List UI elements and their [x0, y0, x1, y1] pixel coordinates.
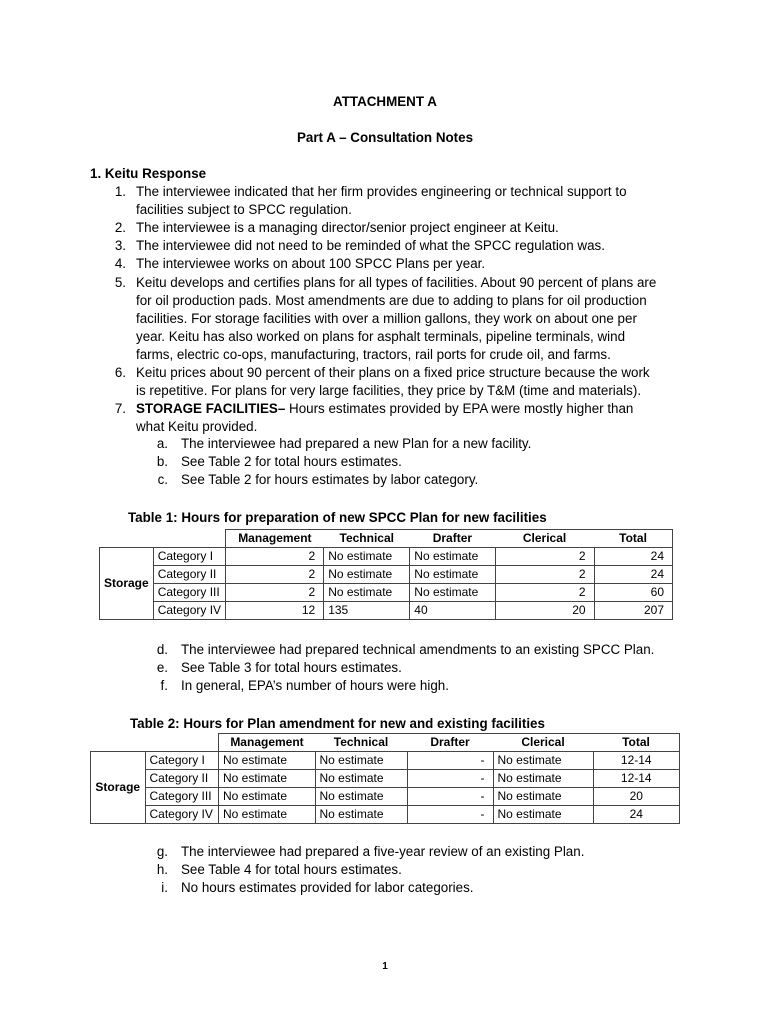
table-row: [91, 752, 680, 770]
column-header: Drafter: [407, 734, 493, 752]
table-cell: No estimate: [324, 548, 410, 566]
column-header: Technical: [324, 530, 410, 548]
row-category: Category I: [153, 548, 225, 566]
table-cell: No estimate: [410, 548, 495, 566]
list-item-text: The interviewee did not need to be reminded of what the SPCC regulation was.: [136, 238, 605, 254]
list-item-text: for oil production pads. Most amendments are due to adding to plans for oil production: [136, 292, 647, 308]
row-category: Category I: [145, 752, 219, 770]
table-cell: -: [407, 806, 493, 824]
table-row: [91, 770, 680, 788]
column-header: Drafter: [410, 530, 495, 548]
column-header: Clerical: [495, 530, 594, 548]
list-item-text: year. Keitu has also worked on plans for asphalt terminals, pipeline terminals, wind: [136, 328, 626, 344]
table-cell: 135: [324, 602, 410, 620]
table-cell: 40: [410, 602, 495, 620]
sub-item-letter: b.: [156, 454, 168, 470]
list-item-text: is repetitive. For plans for very large facilities, they price by T&M (time and materials).: [136, 383, 642, 399]
table-cell: 24: [594, 548, 672, 566]
list-item-text: [136, 400, 633, 418]
page-number: 1: [382, 961, 388, 972]
table-1: [99, 529, 673, 620]
table-row: [100, 566, 673, 584]
table-cell: 2: [226, 548, 324, 566]
list-item-number: 4.: [114, 256, 126, 272]
row-category: Category IV: [153, 602, 225, 620]
row-category: Category III: [145, 788, 219, 806]
sub-item-letter: i.: [161, 880, 168, 896]
table-cell: No estimate: [219, 806, 316, 824]
table-cell: 2: [495, 584, 594, 602]
table-2: [90, 733, 680, 824]
list-item-text-rest: Hours estimates provided by EPA were mostly higher than: [285, 401, 634, 417]
column-header: Technical: [315, 734, 407, 752]
list-item-text: The interviewee is a managing director/senior project engineer at Keitu.: [136, 220, 559, 236]
table-cell: 60: [594, 584, 672, 602]
attachment-title: ATTACHMENT A: [333, 94, 437, 109]
table-cell: 20: [495, 602, 594, 620]
row-category: Category II: [145, 770, 219, 788]
sub-item-text: See Table 2 for total hours estimates.: [181, 454, 402, 470]
sub-item-letter: g.: [156, 844, 168, 859]
table-row: [91, 806, 680, 824]
list-item-text: what Keitu provided.: [136, 419, 258, 435]
table-cell: -: [407, 788, 493, 806]
list-item-text: facilities subject to SPCC regulation.: [136, 202, 352, 218]
section-heading: 1. Keitu Response: [90, 166, 207, 181]
list-item-number: 1.: [114, 184, 126, 199]
sub-item-text: See Table 4 for total hours estimates.: [181, 862, 402, 878]
table-cell: No estimate: [324, 584, 410, 602]
table-cell: 12: [226, 602, 324, 620]
table-cell: 12-14: [593, 770, 680, 788]
table-cell: 2: [226, 584, 324, 602]
table-cell: 24: [593, 806, 680, 824]
sub-item-letter: e.: [156, 660, 168, 676]
table-cell: No estimate: [324, 566, 410, 584]
table-cell: No estimate: [219, 770, 316, 788]
table-cell: No estimate: [410, 566, 495, 584]
table-row: [100, 602, 673, 620]
list-item-text: facilities. For storage facilities with over a million gallons, they work on about one per: [136, 310, 637, 326]
list-item-bold-prefix: STORAGE FACILITIES–: [136, 401, 286, 417]
list-item-text: Keitu develops and certifies plans for all types of facilities. About 90 percent of plans are: [136, 274, 657, 290]
table-header-row: [100, 530, 673, 548]
table-cell: No estimate: [493, 752, 593, 770]
list-item-number: 7.: [114, 401, 126, 417]
column-header: Total: [593, 734, 680, 752]
part-title: Part A – Consultation Notes: [296, 130, 474, 145]
list-item-text: The interviewee indicated that her firm provides engineering or technical support to: [136, 184, 627, 199]
sub-item-text: In general, EPA’s number of hours were high.: [181, 678, 449, 694]
table-corner: [91, 734, 219, 752]
table-cell: 24: [594, 566, 672, 584]
table-header-row: [91, 734, 680, 752]
table-row: [91, 788, 680, 806]
sub-item-text: The interviewee had prepared a five-year review of an existing Plan.: [181, 844, 585, 859]
sub-item-text: No hours estimates provided for labor categories.: [181, 880, 474, 896]
table-cell: No estimate: [315, 788, 407, 806]
table-row: [100, 584, 673, 602]
table-cell: No estimate: [493, 788, 593, 806]
table2-caption: Table 2: Hours for Plan amendment for new and existing facilities: [130, 716, 545, 731]
table-cell: No estimate: [410, 584, 495, 602]
sub-item-text: See Table 3 for total hours estimates.: [181, 660, 402, 676]
table-row: [100, 548, 673, 566]
table-cell: 2: [495, 548, 594, 566]
sub-item-text: The interviewee had prepared a new Plan for a new facility.: [181, 436, 532, 451]
row-category: Category III: [153, 584, 225, 602]
table-cell: 20: [593, 788, 680, 806]
sub-item-letter: a.: [156, 436, 168, 451]
table-cell: 2: [226, 566, 324, 584]
table-corner: [100, 530, 226, 548]
row-category: Category II: [153, 566, 225, 584]
sub-item-text: See Table 2 for hours estimates by labor category.: [181, 472, 479, 488]
table-cell: 12-14: [593, 752, 680, 770]
sub-item-letter: d.: [156, 642, 168, 657]
table-cell: No estimate: [493, 770, 593, 788]
table-cell: No estimate: [315, 752, 407, 770]
sub-item-text: The interviewee had prepared technical amendments to an existing SPCC Plan.: [181, 642, 655, 657]
list-item-number: 2.: [114, 220, 126, 236]
list-item-text: Keitu prices about 90 percent of their plans on a fixed price structure because the work: [136, 365, 650, 380]
table-cell: -: [407, 752, 493, 770]
column-header: Clerical: [493, 734, 593, 752]
list-item-text: farms, electric co-ops, manufacturing, tractors, rail ports for crude oil, and farms.: [136, 346, 611, 362]
table-cell: No estimate: [315, 770, 407, 788]
list-item-number: 5.: [114, 274, 126, 290]
list-item-text: The interviewee works on about 100 SPCC Plans per year.: [136, 256, 486, 272]
row-category: Category IV: [145, 806, 219, 824]
table1-caption: Table 1: Hours for preparation of new SPCC Plan for new facilities: [128, 510, 547, 525]
column-header: Management: [219, 734, 316, 752]
table-cell: -: [407, 770, 493, 788]
table-cell: No estimate: [219, 752, 316, 770]
table-cell: 207: [594, 602, 672, 620]
table-cell: No estimate: [315, 806, 407, 824]
sub-item-letter: h.: [156, 862, 168, 878]
table-cell: 2: [495, 566, 594, 584]
table-cell: No estimate: [219, 788, 316, 806]
row-group-label: Storage: [100, 548, 154, 620]
table-cell: No estimate: [493, 806, 593, 824]
list-item-number: 3.: [114, 238, 126, 254]
column-header: Management: [226, 530, 324, 548]
sub-item-letter: c.: [157, 472, 168, 488]
sub-item-letter: f.: [160, 678, 168, 694]
column-header: Total: [594, 530, 672, 548]
row-group-label: Storage: [91, 752, 146, 824]
list-item-number: 6.: [114, 365, 126, 380]
